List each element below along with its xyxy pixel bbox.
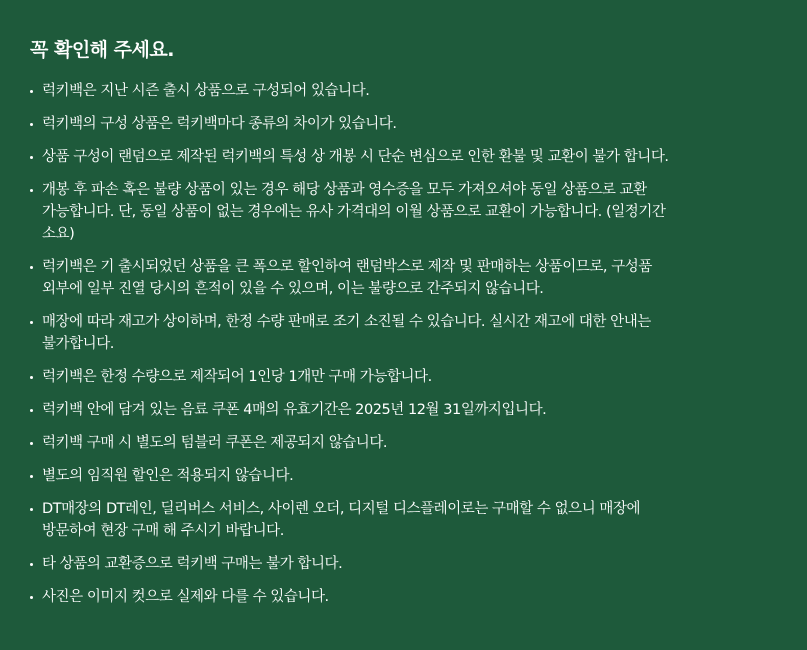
- notice-item-3: [30, 146, 807, 168]
- notice-item-text: 타 상품의 교환증으로 럭키백 구매는 불가 합니다.: [42, 556, 343, 572]
- notice-item-2: [30, 113, 807, 135]
- notice-item-8: [30, 399, 807, 421]
- notice-item-11: [30, 498, 807, 542]
- notice-item-text: 럭키백은 지난 시즌 출시 상품으로 구성되어 있습니다.: [42, 83, 370, 99]
- notice-item-text: 럭키백의 구성 상품은 럭키백마다 종류의 차이가 있습니다.: [42, 116, 397, 132]
- notice-title: 꼭 확인해 주세요.: [30, 39, 174, 61]
- notice-item-13: [30, 586, 807, 608]
- notice-item-4: [30, 179, 807, 245]
- notice-item-text: DT매장의 DT레인, 딜리버스 서비스, 사이렌 오더, 디지털 디스플레이로는 구매할 수 없으니 매장에 방문하여 현장 구매 해 주시기 바랍니다.: [42, 501, 641, 539]
- notice-item-text: 럭키백은 기 출시되었던 상품을 큰 폭으로 할인하여 랜덤박스로 제작 및 판매하는 상품이므로, 구성품 외부에 일부 진열 당시의 흔적이 있을 수 있으며, 이는 불량으로 간주되지 않습니다.: [42, 259, 652, 297]
- notice-item-5: [30, 256, 807, 300]
- notice-item-6: [30, 311, 807, 355]
- notice-item-text: 상품 구성이 랜덤으로 제작된 럭키백의 특성 상 개봉 시 단순 변심으로 인한 환불 및 교환이 불가 합니다.: [42, 149, 669, 165]
- notice-item-7: [30, 366, 807, 388]
- notice-item-text: 럭키백 안에 담겨 있는 음료 쿠폰 4매의 유효기간은 2025년 12월 31일까지입니다.: [42, 402, 547, 418]
- notice-item-10: [30, 465, 807, 487]
- notice-item-12: [30, 553, 807, 575]
- notice-item-9: [30, 432, 807, 454]
- notice-item-1: [30, 80, 807, 102]
- notice-item-text: 개봉 후 파손 혹은 불량 상품이 있는 경우 해당 상품과 영수증을 모두 가져오셔야 동일 상품으로 교환 가능합니다. 단, 동일 상품이 없는 경우에는 유사 가격대의 이월 상품으로 교환이 가능합니다. (일정기간 소요): [42, 182, 666, 242]
- notice-list: [30, 80, 807, 608]
- notice-item-text: 사진은 이미지 컷으로 실제와 다를 수 있습니다.: [42, 589, 329, 605]
- notice-item-text: 럭키백은 한정 수량으로 제작되어 1인당 1개만 구매 가능합니다.: [42, 369, 432, 385]
- notice-item-text: 별도의 임직원 할인은 적용되지 않습니다.: [42, 468, 294, 484]
- notice-item-text: 매장에 따라 재고가 상이하며, 한정 수량 판매로 조기 소진될 수 있습니다. 실시간 재고에 대한 안내는 불가합니다.: [42, 314, 651, 352]
- notice-item-text: 럭키백 구매 시 별도의 텀블러 쿠폰은 제공되지 않습니다.: [42, 435, 388, 451]
